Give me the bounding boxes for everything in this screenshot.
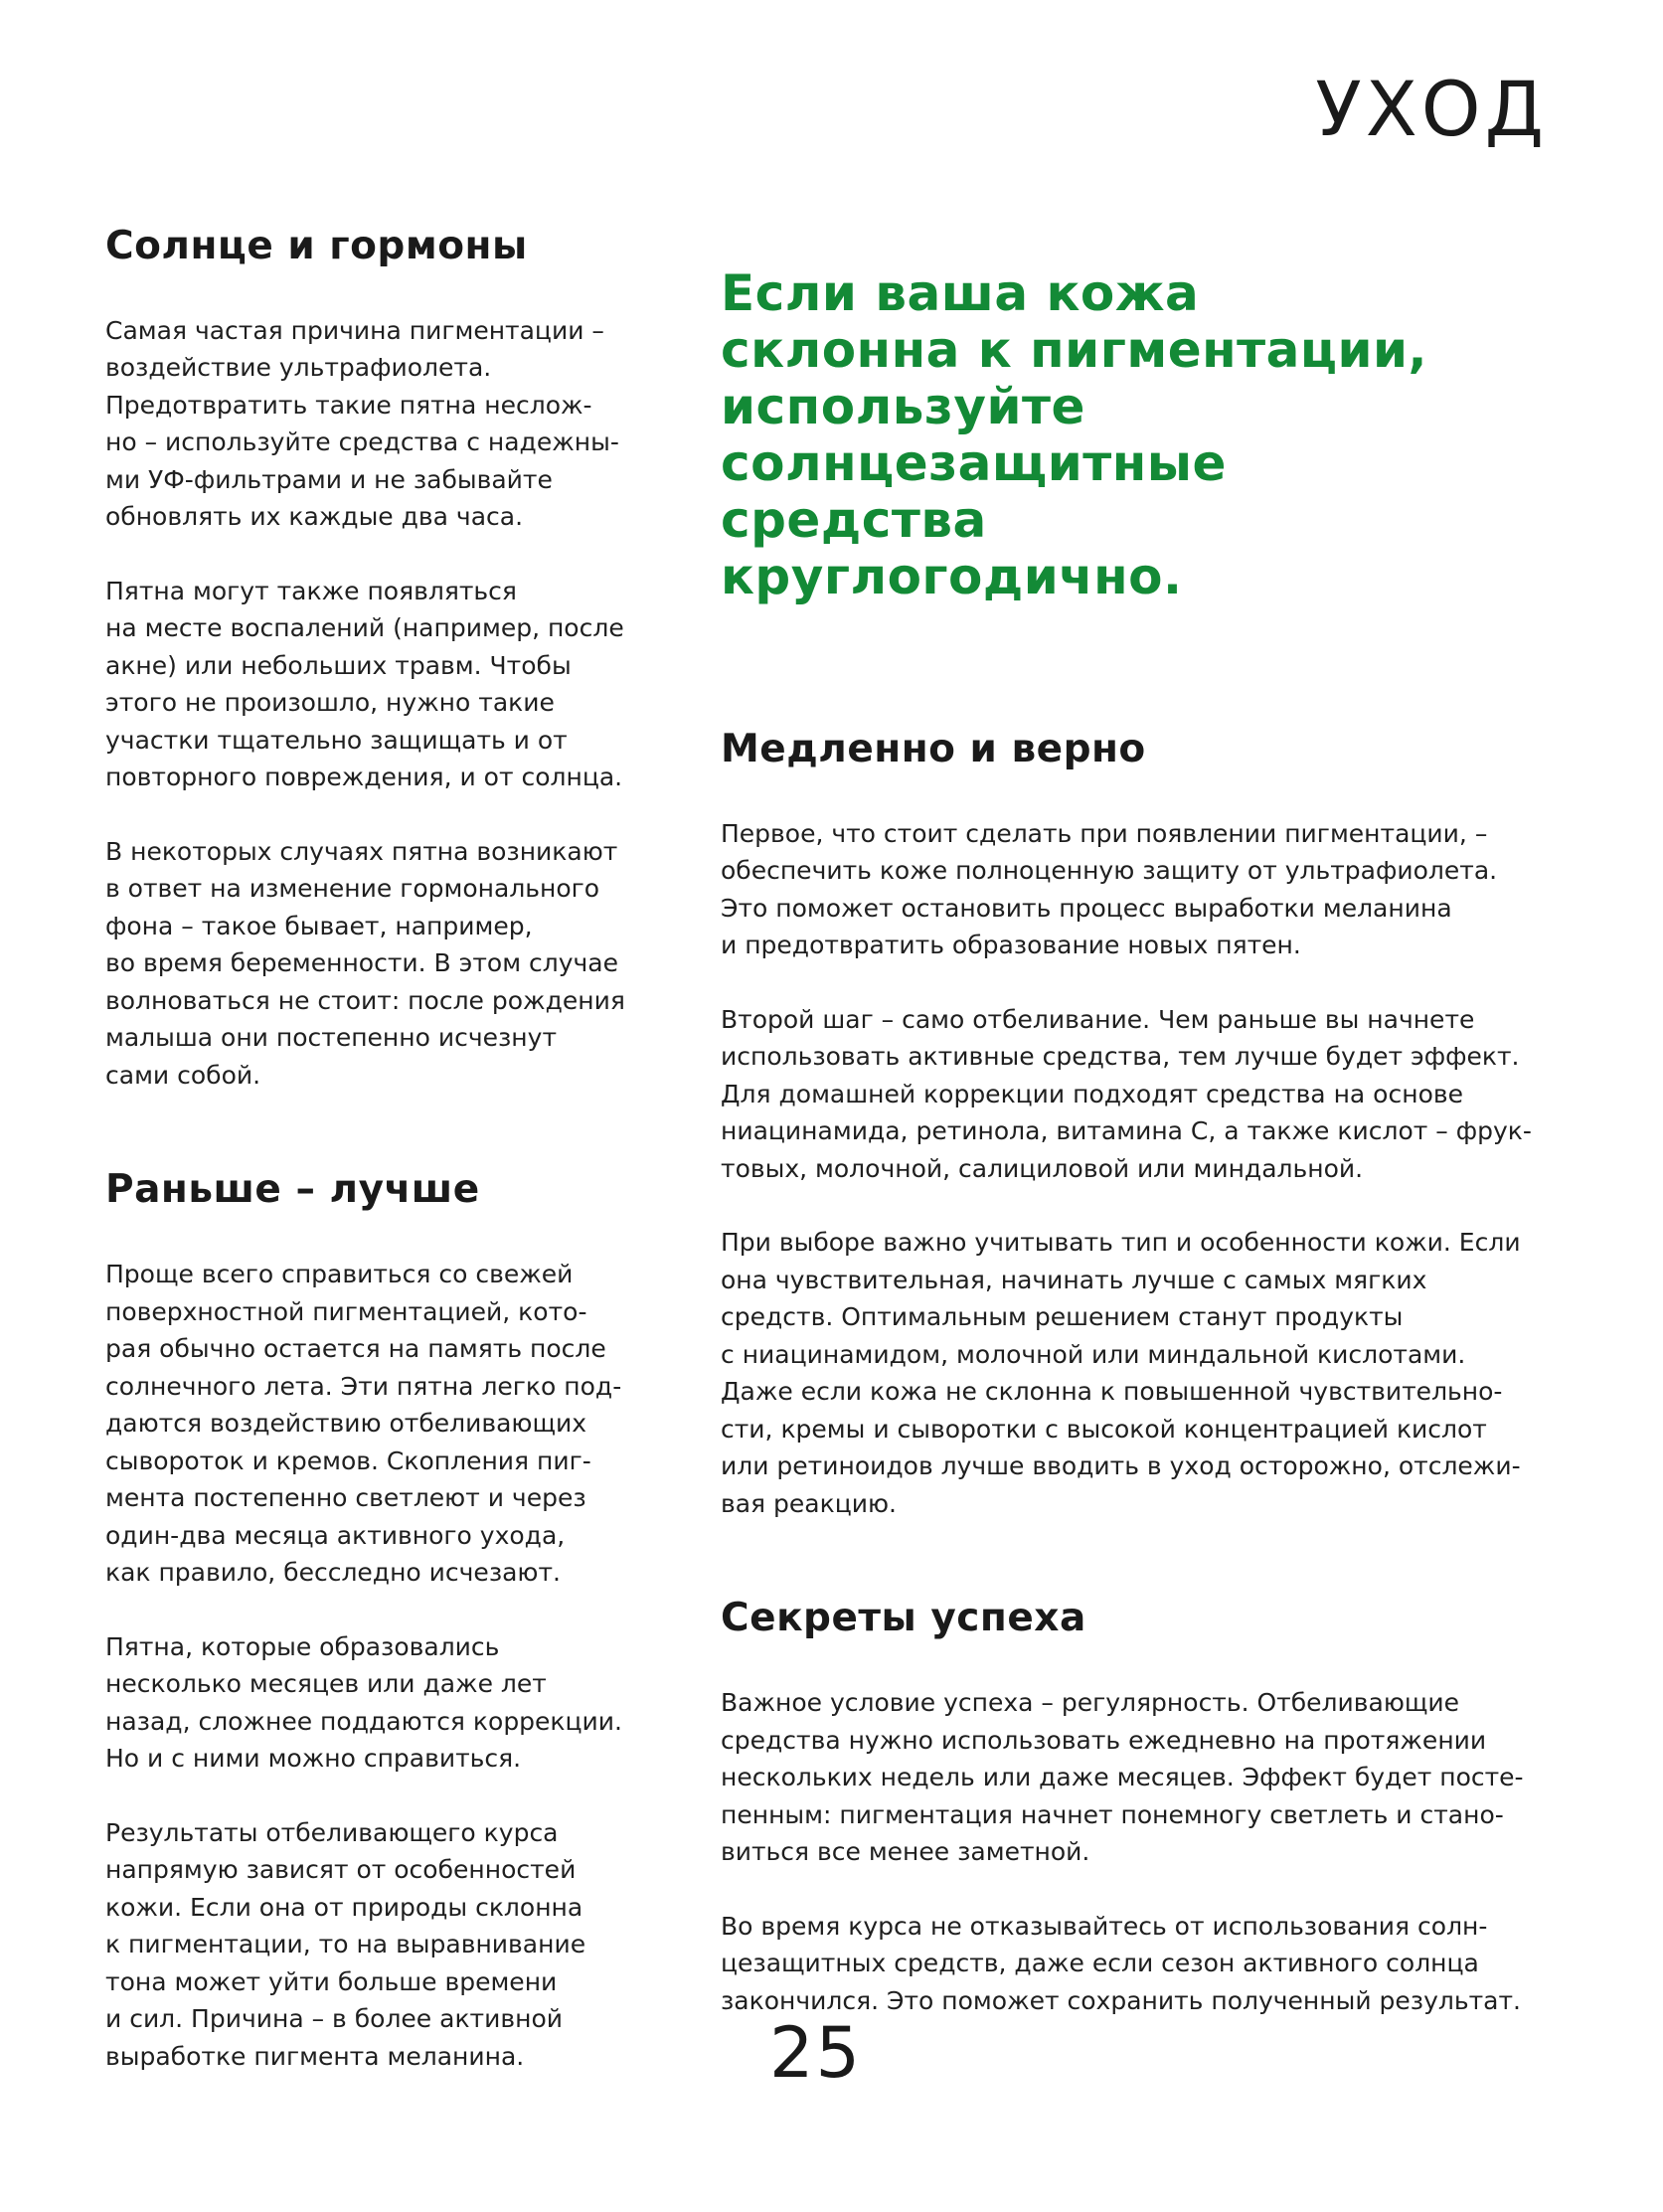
- paragraph: Во время курса не отказывайтесь от использования солн- цезащитных средств, даже если сезон активного солнца закончился. Это поможет сохранить полученный результат.: [721, 1911, 1521, 2015]
- paragraph: Первое, что стоит сделать при появлении пигментации, – обеспечить коже полноценную защиту от ультрафиолета. Это поможет остановить процесс выработки меланина и предотвратить образование новых пятен.: [721, 818, 1498, 960]
- paragraph: Важное условие успеха – регулярность. Отбеливающие средства нужно использовать ежедневно на протяжении нескольких недель или даже месяцев. Эффект будет посте- пенным: пигментация начнет понемногу светлеть и стано- виться все менее заметной.: [721, 1688, 1524, 1867]
- heading-secrets-of-success: Секреты успеха: [721, 1596, 1086, 1641]
- heading-earlier-is-better: Раньше – лучше: [105, 1167, 480, 1213]
- paragraph: Самая частая причина пигментации – воздействие ультрафиолета. Предотвратить такие пятна неслож- но – используйте средства с надежны- ми УФ-фильтрами и не забывайте обновлять их каждые два часа.: [105, 315, 619, 532]
- page-number: 25: [769, 2012, 863, 2094]
- section-label: УХОД: [1315, 65, 1548, 153]
- paragraph: Второй шаг – само отбеливание. Чем раньше вы начнете использовать активные средства, тем лучше будет эффект. Для домашней коррекции подходят средства на основе ниацинамида, ретинола, витамина С, а также кислот – фрук- товых, молочной, салициловой или миндальной.: [721, 1004, 1532, 1183]
- paragraph: Пятна могут также появляться на месте воспалений (например, после акне) или небольших травм. Чтобы этого не произошло, нужно такие участки тщательно защищать и от повторного повреждения, и от солнца.: [105, 576, 624, 792]
- right-column: [721, 224, 1566, 2056]
- pull-quote: Если ваша кожа склонна к пигментации, используйте солнцезащитные средства круглогодично.: [721, 264, 1427, 605]
- heading-sun-and-hormones: Солнце и гормоны: [105, 224, 528, 268]
- paragraph: При выборе важно учитывать тип и особенности кожи. Если она чувствительная, начинать лучше с самых мягких средств. Оптимальным решением станут продукты с ниацинамидом, молочной или миндальной кислотами. Даже если кожа не склонна к повышенной чувствительно- сти, кремы и сыворотки с высокой концентрацией кислот или ретиноидов лучше вводить в уход осторожно, отслежи- вая реакцию.: [721, 1228, 1521, 1518]
- paragraph: Проще всего справиться со свежей поверхностной пигментацией, кото- рая обычно остается на память после солнечного лета. Эти пятна легко под- даются воздействию отбеливающих сывороток и кремов. Скопления пиг- мента постепенно светлеют и через один-два месяца активного ухода, как правило, бесследно исчезают.: [105, 1260, 622, 1588]
- heading-slowly-and-surely: Медленно и верно: [721, 727, 1146, 771]
- paragraph: Результаты отбеливающего курса напрямую зависят от особенностей кожи. Если она от природы склонна к пигментации, то на выравнивание тона может уйти больше времени и сил. Причина – в более активной выработке пигмента меланина.: [105, 1817, 586, 2071]
- paragraph: В некоторых случаях пятна возникают в ответ на изменение гормонального фона – такое бывает, например, во время беременности. В этом случае волноваться не стоит: после рождения малыша они постепенно исчезнут сами собой.: [105, 836, 625, 1090]
- paragraph: Пятна, которые образовались несколько месяцев или даже лет назад, сложнее поддаются коррекции. Но и с ними можно справиться.: [105, 1631, 622, 1774]
- left-column: [105, 224, 662, 2112]
